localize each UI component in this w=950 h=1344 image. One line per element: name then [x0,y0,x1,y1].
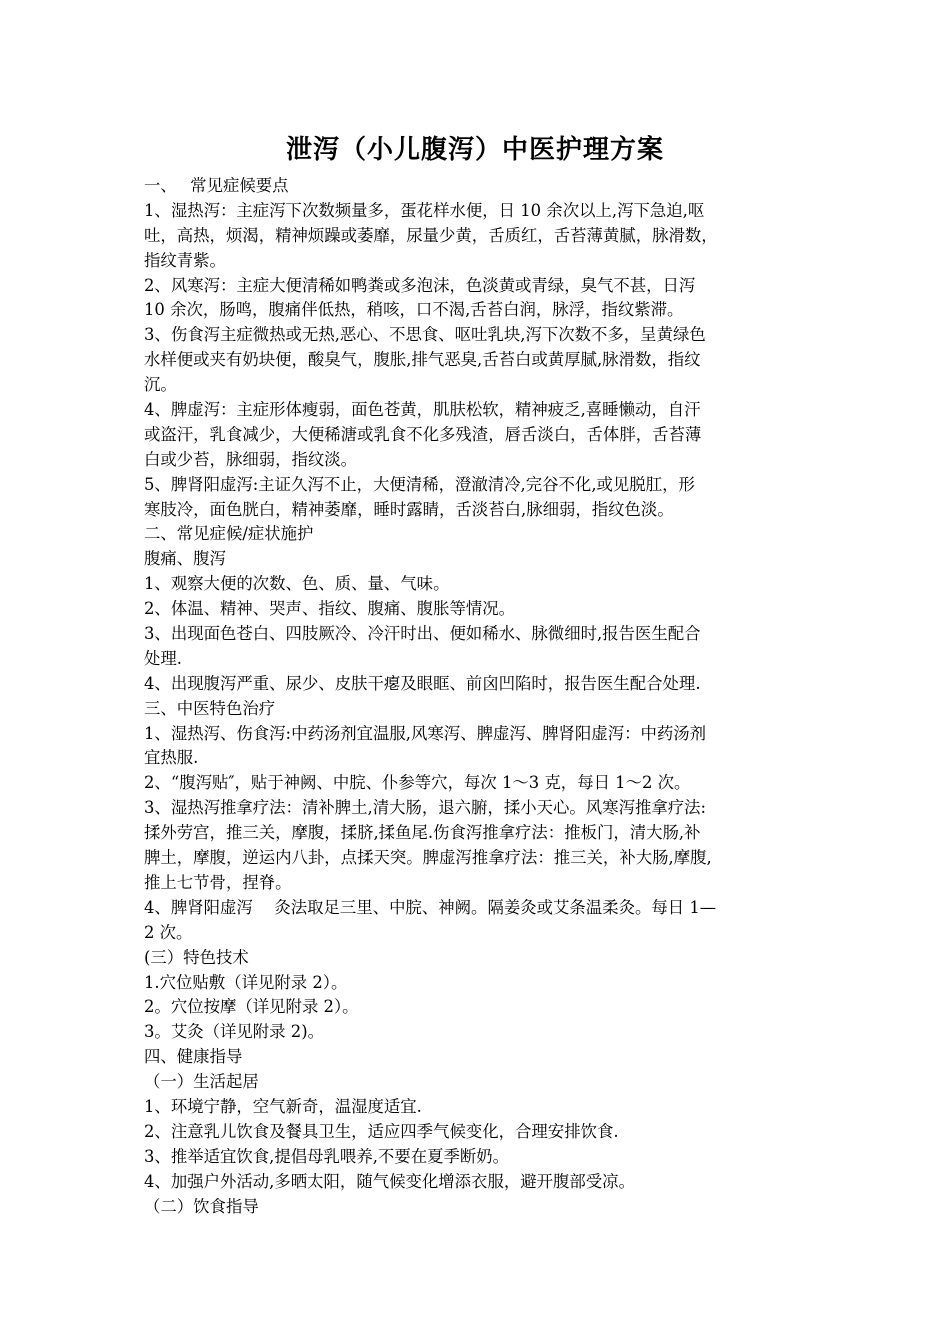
paragraph-line: 2、体温、精神、哭声、指纹、腹痛、腹胀等情况。 [144,599,516,619]
paragraph-line: 3、伤食泻主症微热或无热,恶心、不思食、呕吐乳块,泻下次数不多，呈黄绿色 [144,325,706,345]
paragraph-line: 2、风寒泻：主症大便清稀如鸭粪或多泡沫，色淡黄或青绿，臭气不甚，日泻 [144,275,696,295]
paragraph-line: 5、脾肾阳虚泻:主证久泻不止，大便清稀，澄澈清冷,完谷不化,或见脱肛，形 [144,474,695,494]
paragraph-line: 沉。 [144,375,177,395]
paragraph-line: 4、加强户外活动,多晒太阳，随气候变化增添衣服，避开腹部受凉。 [144,1171,635,1191]
paragraph-line: 白或少苔，脉细弱，指纹淡。 [144,449,358,469]
paragraph-line: 指纹青紫。 [144,250,226,270]
section-heading-2: 二、常见症候/症状施护 [144,524,314,544]
subheading: （二）饮食指导 [144,1196,259,1216]
paragraph-line: 揉外劳宫，推三关，摩腹，揉脐,揉鱼尾.伤食泻推拿疗法：推板门，清大肠,补 [144,823,701,843]
section-heading-3: 三、中医特色治疗 [144,698,276,718]
paragraph-line: 2。穴位按摩（详见附录 2）。 [144,997,359,1017]
paragraph-line: 3、出现面色苍白、四肢厥冷、冷汗时出、便如稀水、脉微细时,报告医生配合 [144,624,701,644]
paragraph-line: 2、“腹泻贴″，贴于神阙、中脘、仆参等穴，每次 1～3 克，每日 1～2 次。 [144,773,691,793]
paragraph-line: 脾土，摩腹，逆运内八卦，点揉天突。脾虚泻推拿疗法：推三关，补大肠,摩腹, [144,848,712,868]
subheading: （一）生活起居 [144,1072,259,1092]
paragraph-line: 1.穴位贴敷（详见附录 2）。 [144,972,348,992]
paragraph-line: 处理. [144,648,182,668]
subheading: (三）特色技术 [144,947,249,967]
paragraph-line: 3。艾灸（详见附录 2)。 [144,1022,324,1042]
paragraph-line: 3、湿热泻推拿疗法：清补脾土,清大肠，退六腑，揉小天心。风寒泻推拿疗法: [144,798,707,818]
paragraph-line: 4、脾虚泻：主症形体瘦弱，面色苍黄，肌肤松软，精神疲乏,喜睡懒动，自汗 [144,400,701,420]
document-body [144,174,816,1219]
section-heading-1: 一、 常见症候要点 [144,176,289,195]
paragraph-line: 2、注意乳儿饮食及餐具卫生，适应四季气候变化，合理安排饮食. [144,1121,619,1141]
paragraph-line: 10 余次，肠鸣，腹痛伴低热，稍咳，口不渴,舌苔白润，脉浮，指纹紫滞。 [144,300,684,320]
paragraph-line: 寒肢冷，面色胱白，精神萎靡，睡时露睛，舌淡苔白,脉细弱，指纹色淡。 [144,499,674,519]
document-title: 泄泻（小儿腹泻）中医护理方案 [285,135,664,165]
paragraph-line: 1、湿热泻、伤食泻:中药汤剂宜温服,风寒泻、脾虚泻、脾肾阳虚泻：中药汤剂 [144,723,707,743]
subheading: 腹痛、腹泻 [144,549,226,569]
paragraph-line: 2 次。 [144,922,193,942]
paragraph-line: 或盗汗，乳食减少，大便稀溏或乳食不化多残渣，唇舌淡白，舌体胖，舌苔薄 [144,424,702,444]
paragraph-line: 1、观察大便的次数、色、质、量、气味。 [144,574,450,594]
paragraph-line: 1、环境宁静，空气新奇，温湿度适宜. [144,1096,422,1116]
paragraph-line: 宜热服. [144,748,199,768]
section-heading-4: 四、健康指导 [144,1047,243,1067]
paragraph-line: 4、出现腹泻严重、尿少、皮肤干瘪及眼眶、前囟凹陷时，报告医生配合处理. [144,673,701,693]
paragraph-line: 4、脾肾阳虚泻 灸法取足三里、中脘、神阙。隔姜灸或艾条温柔灸。每日 1— [144,897,717,917]
paragraph-line: 3、推举适宜饮食,提倡母乳喂养,不要在夏季断奶。 [144,1146,510,1166]
paragraph-line: 水样便或夹有奶块便，酸臭气，腹胀,排气恶臭,舌苔白或黄厚腻,脉滑数，指纹 [144,350,701,370]
paragraph-line: 1、湿热泻：主症泻下次数频量多，蛋花样水便，日 10 余次以上,泻下急迫,呕 [144,200,705,220]
paragraph-line: 推上七节骨，捏脊。 [144,872,292,892]
paragraph-line: 吐，高热，烦渴，精神烦躁或萎靡，尿量少黄，舌质红，舌苔薄黄腻，脉滑数， [144,225,718,245]
